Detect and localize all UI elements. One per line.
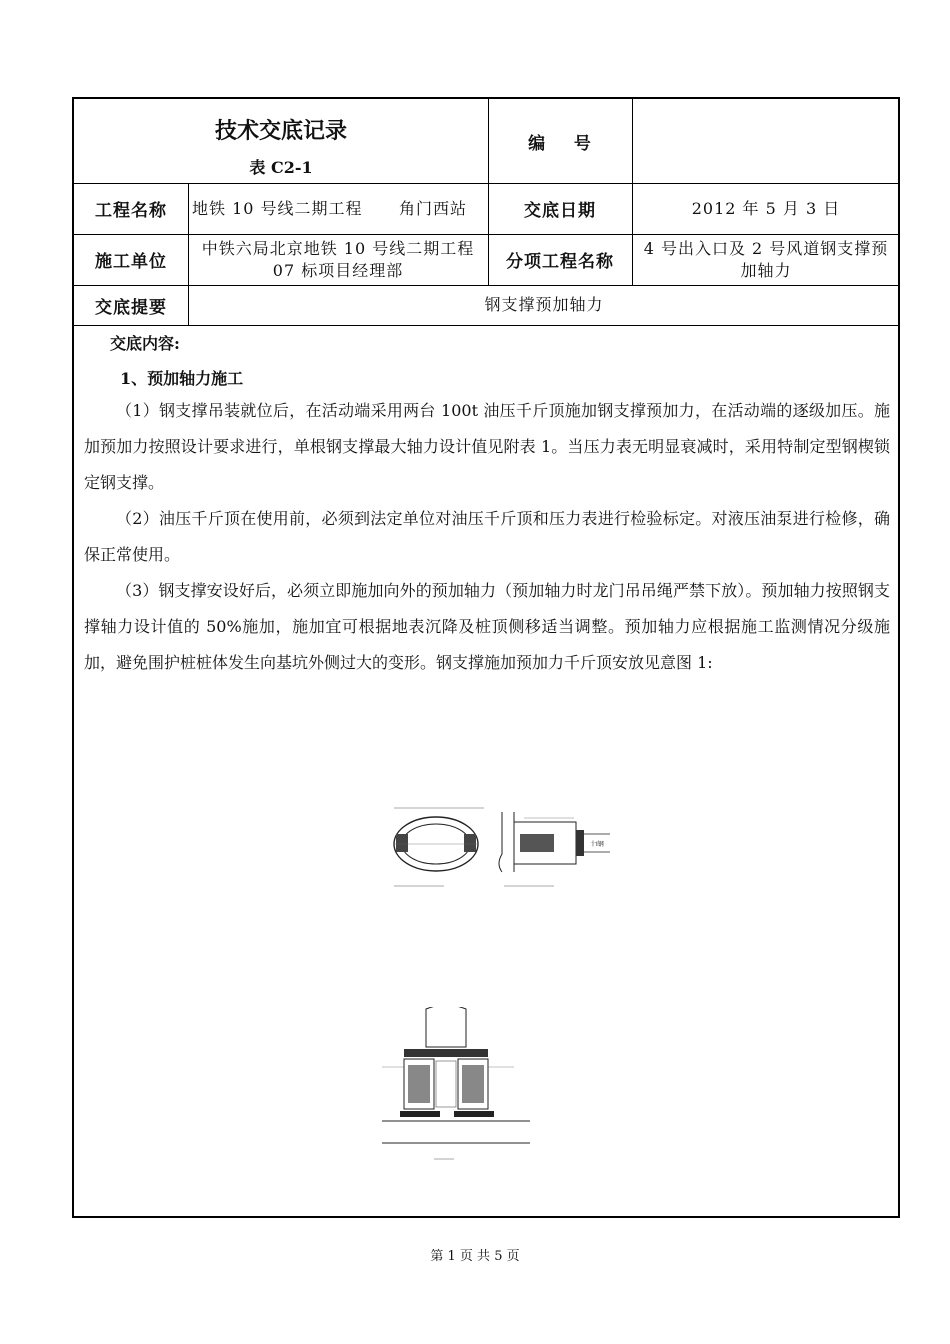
paragraph-1: （1）钢支撑吊装就位后，在活动端采用两台 100t 油压千斤顶施加钢支撑预加力，在活动端的逐级加压。施加预加力按照设计要求进行，单根钢支撑最大轴力设计值见附表 1。当压力表无明显衰减时，采用特制定型钢楔锁定钢支撑。 — [84, 401, 890, 492]
section-heading: 1、预加轴力施工 — [120, 369, 244, 388]
unit-value: 中铁六局北京地铁 10 号线二期工程 07 标项目经理部 — [201, 238, 475, 280]
subitem-label: 分项工程名称 — [506, 252, 614, 272]
document-title: 技术交底记录 — [214, 118, 347, 144]
paragraph-2: （2）油压千斤顶在使用前，必须到法定单位对油压千斤顶和压力表进行检验标定。对液压油泵进行检修，确保正常使用。 — [84, 509, 890, 564]
project-name-value: 地铁 10 号线二期工程 角门西站 — [192, 198, 468, 218]
page-footer: 第 1 页 共 5 页 — [430, 1249, 520, 1264]
summary-label: 交底提要 — [95, 297, 167, 318]
project-name-label: 工程名称 — [95, 201, 167, 221]
summary-value: 钢支撑预加轴力 — [484, 295, 604, 314]
record-table — [72, 97, 900, 1218]
steel-label: 十I钢 — [590, 841, 604, 848]
unit-label: 施工单位 — [95, 252, 167, 272]
number-value — [632, 99, 900, 183]
number-label: 编 号 — [528, 133, 592, 154]
paragraph-3: （3）钢支撑安设好后，必须立即施加向外的预加轴力（预加轴力时龙门吊吊绳严禁下放）。预加轴力按照钢支撑轴力设计值的 50%施加，施加宜可根据地表沉降及桩顶侧移适当调整。预加轴力应根据施工监测情况分级施加，避免围护桩桩体发生向基坑外侧过大的变形。钢支撑施加预加力千斤顶安放见意图 1: — [84, 581, 890, 672]
date-value: 2012 年 5 月 3 日 — [691, 198, 841, 218]
form-number: 表 C2-1 — [249, 158, 313, 177]
date-label: 交底日期 — [524, 201, 596, 221]
jack-placement-drawing — [374, 804, 619, 899]
subitem-value: 4 号出入口及 2 号风道钢支撑预加轴力 — [643, 238, 889, 280]
jack-elevation-drawing — [374, 1007, 534, 1177]
content-heading: 交底内容: — [110, 334, 180, 353]
